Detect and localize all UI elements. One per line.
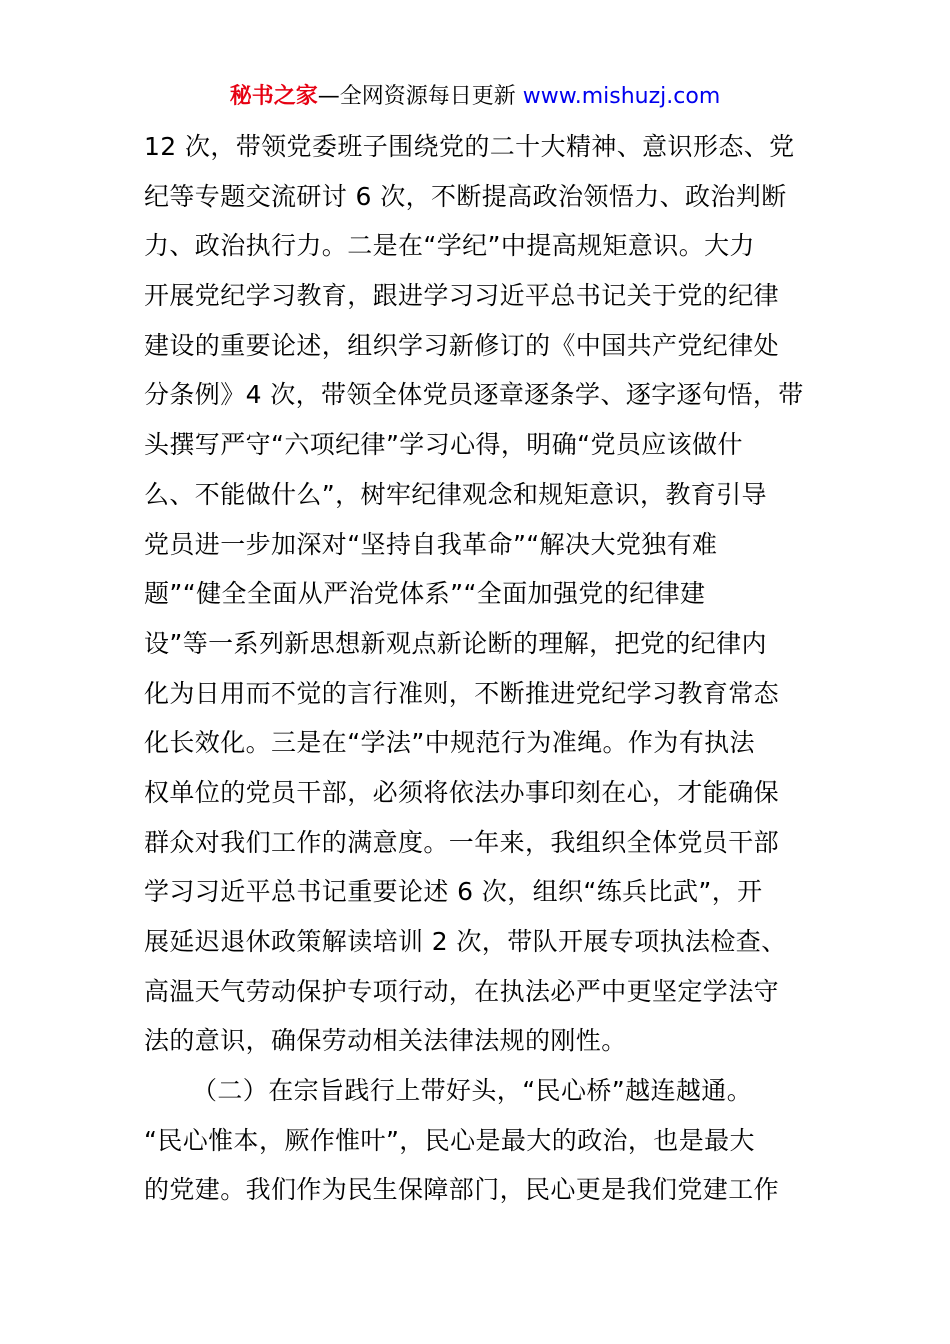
text-line: 权单位的党员干部，必须将依法办事印刻在心，才能确保 [144,777,780,807]
text-line: 纪等专题交流研讨 6 次，不断提高政治领悟力、政治判断 [144,181,787,211]
text-line: 头撰写严守“六项纪律”学习心得，明确“党员应该做什 [144,430,743,460]
text-line: 分条例》4 次，带领全体党员逐章逐条学、逐字逐句悟，带 [144,380,804,410]
text-line: 化长效化。三是在“学法”中规范行为准绳。作为有执法 [144,728,755,758]
text-line: 群众对我们工作的满意度。一年来，我组织全体党员干部 [144,827,780,857]
text-line: 开展党纪学习教育，跟进学习习近平总书记关于党的纪律 [144,281,780,311]
text-line: 学习习近平总书记重要论述 6 次，组织“练兵比武”，开 [144,877,763,907]
document-body [144,122,806,1215]
site-header [0,80,950,114]
text-line: 12 次，带领党委班子围绕党的二十大精神、意识形态、党 [144,132,795,161]
brand-name: 秘书之家 [229,84,318,109]
text-line: 设”等一系列新思想新观点新论断的理解，把党的纪律内 [144,628,767,658]
text-line: 法的意识，确保劳动相关法律法规的刚性。 [144,1026,627,1056]
text-line: 建设的重要论述，组织学习新修订的《中国共产党纪律处 [144,330,780,360]
text-line: 的党建。我们作为民生保障部门，民心更是我们党建工作 [144,1175,780,1205]
text-line: 高温天气劳动保护专项行动，在执法必严中更坚定学法守 [144,976,780,1006]
text-line: 展延迟退休政策解读培训 2 次，带队开展专项执法检查、 [144,927,787,956]
text-line: 题”“健全全面从严治党体系”“全面加强党的纪律建 [144,579,706,609]
text-line: 党员进一步加深对“坚持自我革命”“解决大党独有难 [144,529,718,559]
text-line: 力、政治执行力。二是在“学纪”中提高规矩意识。大力 [144,231,755,261]
header-tagline: —全网资源每日更新 [317,84,523,109]
text-line: 么、不能做什么”，树牢纪律观念和规矩意识，教育引导 [144,479,767,509]
section-heading: （二）在宗旨践行上带好头，“民心桥”越连越通。 [192,1076,753,1106]
text-line: 化为日用而不觉的言行准则，不断推进党纪学习教育常态 [144,678,780,708]
text-line: “民心惟本，厥作惟叶”，民心是最大的政治，也是最大 [144,1125,755,1155]
site-url-link[interactable]: www.mishuzj.com [522,84,721,109]
